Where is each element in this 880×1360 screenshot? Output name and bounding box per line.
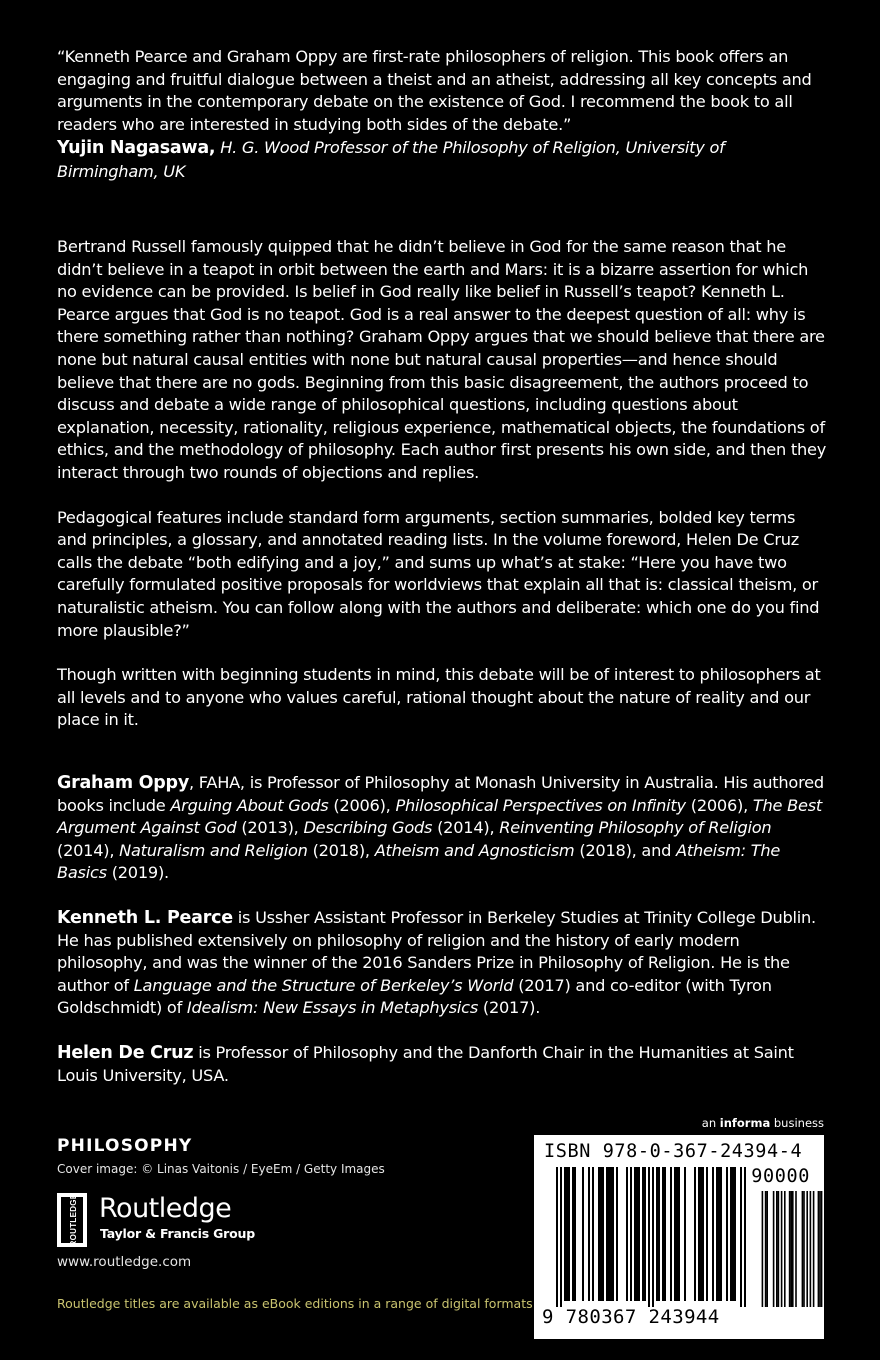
barcode-bar	[706, 1167, 708, 1301]
book-description	[57, 236, 827, 754]
addon-bar	[776, 1191, 778, 1307]
barcode-bar	[694, 1167, 696, 1301]
bio-text: , FAHA, is Professor of Philosophy at Monash University in Australia. His authored books include	[57, 773, 824, 815]
bio-text: (2017).	[478, 998, 541, 1018]
barcode-bar	[674, 1167, 676, 1301]
addon-bar	[790, 1191, 792, 1307]
bio-name: Graham Oppy	[57, 773, 189, 793]
barcode-bar	[568, 1167, 570, 1301]
book-title: Philosophical Perspectives on Infinity	[395, 795, 686, 815]
bio-text: is Ussher Assistant Professor in Berkeley Studies at Trinity College Dublin. He has published extensively on philosophy of religion and the history of early modern philosophy, and was the winner of the 2016 Sanders Prize in Philosophy of Religion. He is the author of	[57, 907, 816, 995]
publisher-logo	[57, 1193, 277, 1247]
barcode-bar	[582, 1167, 584, 1301]
author-bios	[57, 772, 827, 1109]
addon-bar	[802, 1191, 804, 1307]
addon-bar	[773, 1191, 775, 1307]
ebook-note: Routledge titles are available as eBook editions in a range of digital formats	[57, 1296, 533, 1311]
publisher-website: www.routledge.com	[57, 1254, 192, 1270]
barcode-bar	[572, 1167, 574, 1301]
barcode-bar	[630, 1167, 632, 1301]
barcode-bar	[702, 1167, 704, 1301]
description-paragraph: Pedagogical features include standard form arguments, section summaries, bolded key terms and principles, a glossary, and annotated reading lists. In the volume foreword, Helen De Cruz calls the debate “both edifying and a joy,” and sums up what’s at stake: “Here you have two carefully formulated positive proposals for worldviews that explain all that is: classical theism, or naturalistic atheism. You can follow along with the authors and deliberate: which one do you find more plausible?”	[57, 507, 820, 640]
bio-text: (2019).	[106, 863, 169, 883]
bio-text: (2006),	[685, 795, 753, 815]
addon-bar	[818, 1191, 820, 1307]
informa-label	[702, 1116, 824, 1130]
addon-bar	[792, 1191, 794, 1307]
addon-bar	[806, 1191, 808, 1307]
barcode-bar	[716, 1167, 718, 1301]
addon-bar	[781, 1191, 783, 1307]
book-title: Atheism: The Basics	[57, 840, 781, 883]
barcode-bar	[638, 1167, 640, 1301]
barcode-bar	[718, 1167, 720, 1301]
barcode-bar	[732, 1167, 734, 1301]
bio-text: (2014),	[57, 840, 120, 860]
bio-pearce	[57, 907, 827, 1020]
book-title: Reinventing Philosophy of Religion	[499, 818, 772, 838]
barcode-bar	[656, 1167, 658, 1301]
barcode-bar	[678, 1167, 680, 1301]
addon-bar	[784, 1191, 786, 1307]
description-paragraph: Though written with beginning students in mind, this debate will be of interest to philosophers at all levels and to anyone who values careful, rational thought about the nature of reality and our place in it.	[57, 665, 821, 730]
barcode-bar	[606, 1167, 608, 1301]
barcode-bar	[700, 1167, 702, 1301]
publisher-mark-text: ROUTLEDGE	[69, 1193, 78, 1247]
bio-name: Helen De Cruz	[57, 1042, 194, 1063]
barcode-bar	[560, 1167, 562, 1307]
book-title: Language and the Structure of Berkeley’s World	[133, 975, 514, 995]
barcode-bar	[726, 1167, 728, 1301]
book-title: Idealism: New Essays in Metaphysics	[186, 998, 478, 1018]
barcode-bar	[734, 1167, 736, 1301]
barcode-bar	[652, 1167, 654, 1307]
barcode-bar	[644, 1167, 646, 1301]
endorser	[57, 136, 827, 184]
bio-decruz	[57, 1042, 827, 1087]
addon-bar	[778, 1191, 780, 1307]
barcode-bar	[600, 1167, 602, 1301]
informa-brand: informa	[719, 1116, 771, 1130]
cover-credit: Cover image: © Linas Vaitonis / EyeEm / Getty Images	[57, 1162, 385, 1176]
addon-bar	[813, 1191, 815, 1307]
barcode-bar	[556, 1167, 558, 1307]
informa-suffix: business	[770, 1116, 824, 1130]
publisher-group: Taylor & Francis Group	[100, 1226, 255, 1241]
bio-text: (2013),	[236, 818, 304, 838]
barcode-bar	[602, 1167, 604, 1301]
barcode-bar	[612, 1167, 614, 1301]
barcode-bar	[664, 1167, 666, 1301]
barcode-bar	[588, 1167, 590, 1301]
isbn-label: ISBN 978-0-367-24394-4	[544, 1141, 803, 1162]
addon-bar	[762, 1191, 764, 1307]
barcode-bar	[608, 1167, 610, 1301]
barcode-bar	[636, 1167, 638, 1301]
barcode-bar	[592, 1167, 594, 1301]
endorsement-quote: “Kenneth Pearce and Graham Oppy are first-rate philosophers of religion. This book offers an engaging and fruitful dialogue between a theist and an atheist, addressing all key concepts and arguments in the contemporary debate on the existence of God. I recommend the book to all readers who are interested in studying both sides of the debate.”	[57, 47, 812, 134]
book-title: Arguing About Gods	[170, 795, 329, 815]
bio-oppy	[57, 772, 827, 885]
barcode-bar	[684, 1167, 686, 1301]
barcode-panel	[534, 1135, 824, 1339]
addon-bar	[819, 1191, 821, 1307]
informa-prefix: an	[701, 1116, 720, 1130]
routledge-mark-icon	[57, 1193, 87, 1247]
addon-bar	[765, 1191, 767, 1307]
barcode-bar	[740, 1167, 742, 1307]
barcode-bar	[648, 1167, 650, 1307]
barcode-bar	[626, 1167, 628, 1301]
description-paragraph: Bertrand Russell famously quipped that he didn’t believe in God for the same reason that he didn’t believe in a teapot in orbit between the earth and Mars: it is a bizarre assertion for which no evidence can be provided. Is belief in God really like belief in Russell’s teapot? Kenneth L. Pearce argues that God is no teapot. God is a real answer to the deepest question of all: why is there something rather than nothing? Graham Oppy argues that we should believe that there are none but natural causal entities with none but natural causal properties—and hence should believe that there are no gods. Beginning from this basic disagreement, the authors proceed to discuss and debate a wide range of philosophical questions, including questions about explanation, necessity, rationality, religious experience, mathematical objects, the foundations of ethics, and the methodology of philosophy. Each author first presents his own side, and then they interact through two rounds of objections and replies.	[57, 237, 827, 482]
barcode-bar	[610, 1167, 612, 1301]
subject-label: PHILOSOPHY	[57, 1136, 193, 1156]
addon-bar	[766, 1191, 768, 1307]
barcode-bar	[720, 1167, 722, 1301]
bio-text: (2017) and co-editor (with Tyron Goldschmidt) of	[57, 975, 772, 1018]
addon-bar	[789, 1191, 791, 1307]
barcode-bar	[564, 1167, 566, 1301]
publisher-name: Routledge	[99, 1193, 232, 1224]
barcode-bar	[744, 1167, 746, 1307]
barcode-bar	[566, 1167, 568, 1301]
book-title: Describing Gods	[303, 818, 433, 838]
bio-text: (2018),	[307, 840, 375, 860]
endorser-title: H. G. Wood Professor of the Philosophy of Religion, University of Birmingham, UK	[57, 138, 725, 182]
endorser-name: Yujin Nagasawa,	[57, 138, 216, 159]
addon-bar	[795, 1191, 797, 1307]
barcode-bar	[662, 1167, 664, 1301]
barcode-bar	[634, 1167, 636, 1301]
book-title: The Best Argument Against God	[57, 795, 822, 838]
barcode-bar	[676, 1167, 678, 1301]
addon-bar	[810, 1191, 812, 1307]
barcode-bar	[598, 1167, 600, 1301]
barcode-bar	[616, 1167, 618, 1301]
book-title: Atheism and Agnosticism	[374, 840, 575, 860]
bio-text: is Professor of Philosophy and the Danforth Chair in the Humanities at Saint Louis University, USA.	[57, 1042, 794, 1085]
barcode-bar	[698, 1167, 700, 1301]
barcode-bar	[658, 1167, 660, 1301]
bio-name: Kenneth L. Pearce	[57, 907, 233, 928]
barcode-bar	[712, 1167, 714, 1301]
addon-bar	[803, 1191, 805, 1307]
barcode-digits: 9 780367 243944	[542, 1306, 720, 1328]
bio-text: (2006),	[328, 795, 396, 815]
barcode-bar	[574, 1167, 576, 1301]
bio-text: (2014),	[432, 818, 500, 838]
bio-text: (2018), and	[574, 840, 677, 860]
barcode-bar	[730, 1167, 732, 1301]
barcode-bar	[642, 1167, 644, 1301]
barcode-bar	[670, 1167, 672, 1301]
price-addon: 90000	[751, 1166, 810, 1187]
book-title: Naturalism and Religion	[119, 840, 308, 860]
endorsement	[57, 46, 827, 184]
addon-bar	[821, 1191, 823, 1307]
